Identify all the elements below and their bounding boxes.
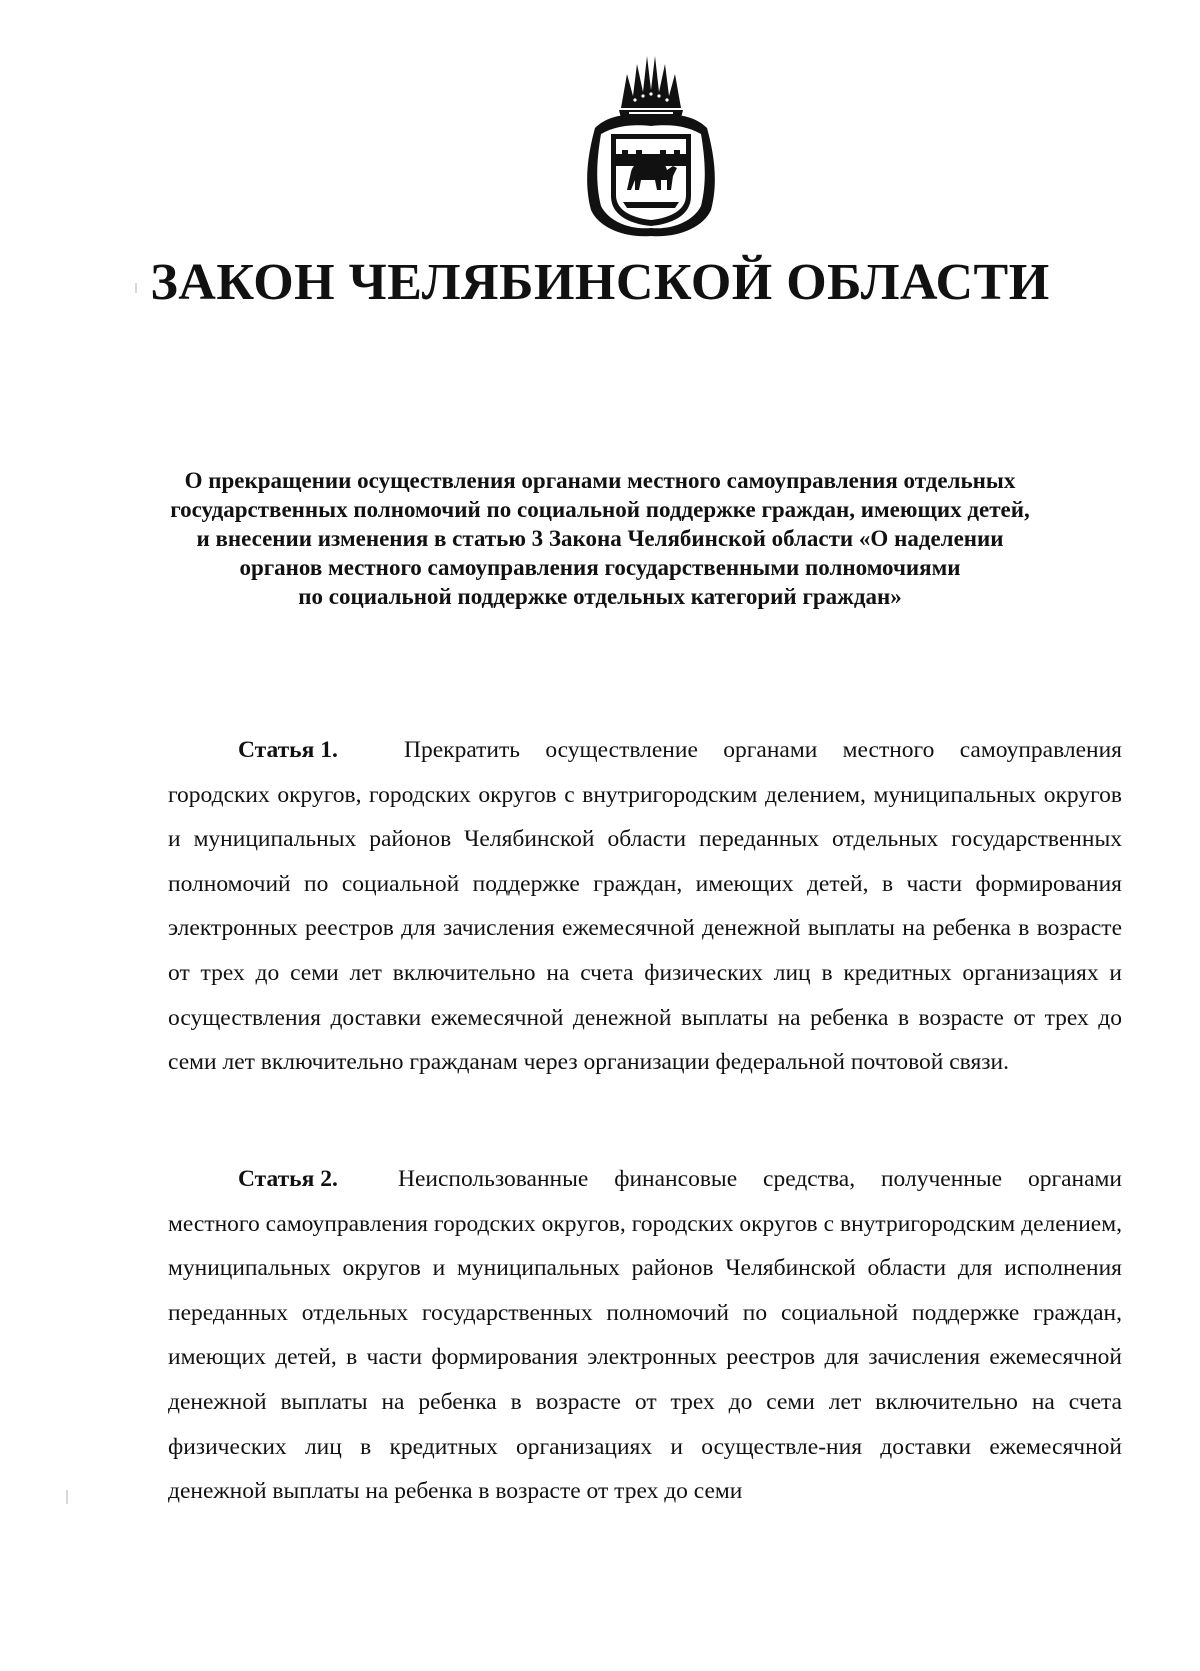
law-subject-line: О прекращении осуществления органами местного самоуправления отдельных bbox=[184, 468, 1016, 493]
law-title: ЗАКОН ЧЕЛЯБИНСКОЙ ОБЛАСТИ bbox=[150, 254, 1050, 311]
article-2-label: Статья 2. bbox=[238, 1166, 338, 1192]
law-subject bbox=[140, 466, 1060, 611]
law-subject-line: и внесении изменения в статью 3 Закона Челябинской области «О наделении bbox=[196, 526, 1004, 551]
coat-of-arms-icon bbox=[575, 50, 727, 240]
article-1-label: Статья 1. bbox=[238, 737, 338, 763]
law-subject-line: по социальной поддержке отдельных категорий граждан» bbox=[298, 584, 902, 609]
article-1 bbox=[168, 728, 1122, 1085]
scan-artifact-line bbox=[66, 1490, 68, 1504]
law-subject-line: органов местного самоуправления государственными полномочиями bbox=[239, 555, 961, 580]
article-1-text: Прекратить осуществление органами местного самоуправления городских округов, городских округов с внутригородским делением, муниципальных округов и муниципальных районов Челябинской области переданных отдельных государственных полномочий по социальной поддержке граждан, имеющих детей, в части формирования электронных реестров для зачисления ежемесячной денежной выплаты на ребенка в возрасте от трех до семи лет включительно на счета физических лиц в кредитных организациях и осуществления доставки ежемесячной денежной выплаты на ребенка в возрасте от трех до семи лет включительно гражданам через организации федеральной почтовой связи. bbox=[168, 737, 1122, 1076]
article-2 bbox=[168, 1157, 1122, 1514]
law-subject-line: государственных полномочий по социальной поддержке граждан, имеющих детей, bbox=[170, 497, 1030, 522]
article-2-text: Неиспользованные финансовые средства, полученные органами местного самоуправления городских округов, городских округов с внутригородским делением, муниципальных округов и муниципальных районов Челябинской области для исполнения переданных отдельных государственных полномочий по социальной поддержке граждан, имеющих детей, в части формирования электронных реестров для зачисления ежемесячной денежной выплаты на ребенка в возрасте от трех до семи лет включительно на счета физических лиц в кредитных организациях и осуществле-ния доставки ежемесячной денежной выплаты на ребенка в возрасте от трех до семи bbox=[168, 1166, 1122, 1505]
